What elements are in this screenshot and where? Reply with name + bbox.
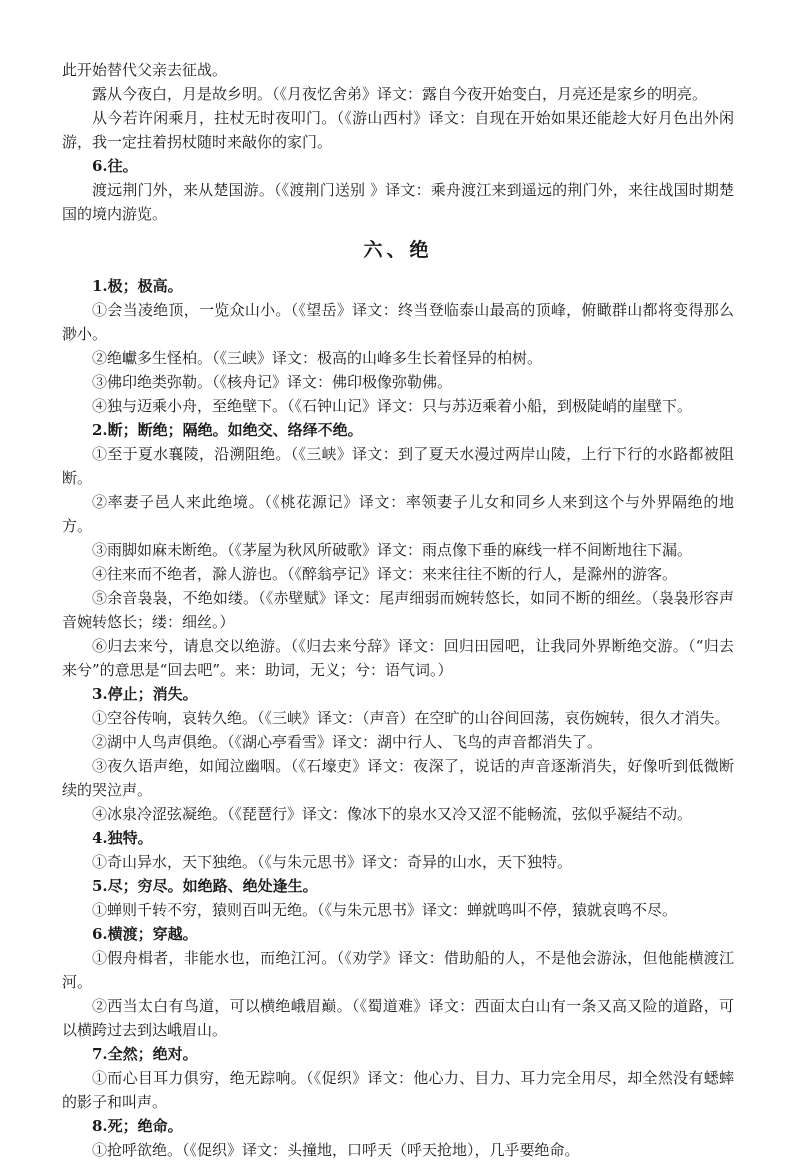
example-item: ②湖中人鸟声俱绝。（《湖心亭看雪》译文：湖中行人、飞鸟的声音都消失了。 xyxy=(92,733,603,751)
sense-heading: 1.极；极高。 xyxy=(92,277,183,295)
sense-heading: 6.横渡；穿越。 xyxy=(92,925,198,943)
example-item: ③夜久语声绝，如闻泣幽咽。（《石壕吏》译文：夜深了，说话的声音逐渐消失，好像听到低微断续的哭泣声。 xyxy=(62,757,734,799)
example-item: ①蝉则千转不穷，猿则百叫无绝。（《与朱元思书》译文：蝉就鸣叫不停，猿就哀鸣不尽。 xyxy=(92,901,678,919)
sense-heading: 8.死；绝命。 xyxy=(92,1117,183,1135)
example-item: ①假舟楫者，非能水也，而绝江河。（《劝学》译文：借助船的人，不是他会游泳，但他能横渡江河。 xyxy=(62,949,734,991)
paragraph: 渡远荆门外，来从楚国游。（《渡荆门送别 》译文：乘舟渡江来到遥远的荆门外，来往战国时期楚国的境内游览。 xyxy=(62,181,734,223)
sense-heading: 5.尽；穷尽。如绝路、绝处逢生。 xyxy=(92,877,318,895)
paragraph: 露从今夜白，月是故乡明。（《月夜忆舍弟》译文：露自今夜开始变白，月亮还是家乡的明亮。 xyxy=(92,85,708,103)
example-item: ⑤余音袅袅，不绝如缕。（《赤壁赋》译文：尾声细弱而婉转悠长，如同不断的细丝。（袅袅形容声音婉转悠长；缕：细丝。） xyxy=(62,589,734,631)
example-item: ④独与迈乘小舟，至绝壁下。（《石钟山记》译文：只与苏迈乘着小船，到极陡峭的崖壁下。 xyxy=(92,397,693,415)
example-item: ①而心目耳力俱穷，绝无踪响。（《促织》译文：他心力、目力、耳力完全用尽，却全然没有蟋蟀的影子和叫声。 xyxy=(62,1069,734,1111)
example-item: ④往来而不绝者，滁人游也。（《醉翁亭记》译文：来来往往不断的行人，是滁州的游客。 xyxy=(92,565,678,583)
paragraph: 此开始替代父亲去征战。 xyxy=(62,61,228,79)
example-item: ①会当凌绝顶，一览众山小。（《望岳》译文：终当登临泰山最高的顶峰，俯瞰群山都将变得那么渺小。 xyxy=(62,301,734,343)
sense-heading: 6.往。 xyxy=(92,157,138,175)
example-item: ①空谷传响，哀转久绝。（《三峡》译文：（声音）在空旷的山谷间回荡，哀伤婉转，很久才消失。 xyxy=(92,709,730,727)
example-item: ②率妻子邑人来此绝境。（《桃花源记》译文：率领妻子儿女和同乡人来到这个与外界隔绝的地方。 xyxy=(62,493,734,535)
example-item: ①抢呼欲绝。（《促织》译文：头撞地，口呼天（呼天抢地），几乎要绝命。 xyxy=(92,1141,580,1159)
document-page xyxy=(62,58,734,1162)
example-item: ⑥归去来兮，请息交以绝游。（《归去来兮辞》译文：回归田园吧，让我同外界断绝交游。（“归去来兮”的意思是“回去吧”。来：助词，无义；兮：语气词。） xyxy=(62,637,734,679)
example-item: ③佛印绝类弥勒。（《核舟记》译文：佛印极像弥勒佛。 xyxy=(92,373,453,391)
sense-heading: 3.停止；消失。 xyxy=(92,685,198,703)
paragraph: 从今若许闲乘月，拄杖无时夜叩门。（《游山西村》译文：自现在开始如果还能趁大好月色出外闲游，我一定拄着拐杖随时来敲你的家门。 xyxy=(62,109,734,151)
sense-heading: 7.全然；绝对。 xyxy=(92,1045,198,1063)
example-item: ①至于夏水襄陵，沿溯阻绝。（《三峡》译文：到了夏天水漫过两岸山陵，上行下行的水路都被阻断。 xyxy=(62,445,734,487)
sense-heading: 2.断；断绝；隔绝。如绝交、络绎不绝。 xyxy=(92,421,363,439)
example-item: ③雨脚如麻未断绝。（《茅屋为秋风所破歌》译文：雨点像下垂的麻线一样不间断地往下漏。 xyxy=(92,541,693,559)
section-title: 六、绝 xyxy=(363,239,433,261)
example-item: ②绝巘多生怪柏。（《三峡》译文：极高的山峰多生长着怪异的柏树。 xyxy=(92,349,543,367)
example-item: ④冰泉冷涩弦凝绝。（《琵琶行》译文：像冰下的泉水又冷又涩不能畅流，弦似乎凝结不动。 xyxy=(92,805,693,823)
example-item: ②西当太白有鸟道，可以横绝峨眉巅。（《蜀道难》译文：西面太白山有一条又高又险的道路，可以横跨过去到达峨眉山。 xyxy=(62,997,734,1039)
example-item: ①奇山异水，天下独绝。（《与朱元思书》译文：奇异的山水，天下独特。 xyxy=(92,853,573,871)
sense-heading: 4.独特。 xyxy=(92,829,153,847)
